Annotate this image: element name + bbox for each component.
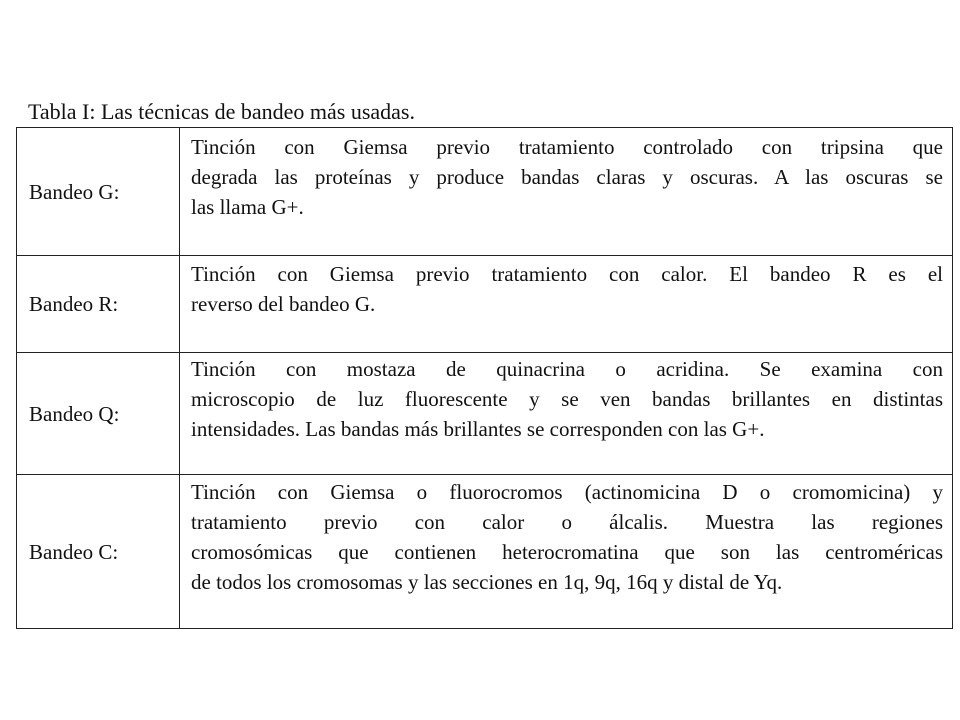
band-description-cell <box>180 256 953 353</box>
description-line: degrada las proteínas y produce bandas claras y oscuras. A las oscuras se <box>191 165 943 189</box>
description-line: de todos los cromosomas y las secciones en 1q, 9q, 16q y distal de Yq. <box>191 570 783 594</box>
table-caption: Tabla I: Las técnicas de bandeo más usadas. <box>28 99 415 124</box>
band-description-cell <box>180 353 953 475</box>
band-name-cell: Bandeo G: <box>17 128 180 256</box>
description-line: las llama G+. <box>191 195 304 219</box>
table-row-bandeo-g <box>17 128 953 256</box>
band-description-cell <box>180 128 953 256</box>
description-line: cromosómicas que contienen heterocromatina que son las centroméricas <box>191 540 943 564</box>
band-name-cell: Bandeo R: <box>17 256 180 353</box>
table-row-bandeo-r <box>17 256 953 353</box>
band-name-cell: Bandeo Q: <box>17 353 180 475</box>
description-line: reverso del bandeo G. <box>191 292 376 316</box>
description-line: tratamiento previo con calor o álcalis. Muestra las regiones <box>191 510 943 534</box>
description-line: Tinción con mostaza de quinacrina o acridina. Se examina con <box>191 357 943 381</box>
band-description-cell <box>180 475 953 629</box>
description-line: microscopio de luz fluorescente y se ven bandas brillantes en distintas <box>191 387 943 411</box>
description-line: Tinción con Giemsa previo tratamiento controlado con tripsina que <box>191 135 943 159</box>
description-line: Tinción con Giemsa o fluorocromos (actinomicina D o cromomicina) y <box>191 480 943 504</box>
description-line: Tinción con Giemsa previo tratamiento con calor. El bandeo R es el <box>191 262 943 286</box>
table-row-bandeo-q <box>17 353 953 475</box>
banding-techniques-table <box>16 127 953 629</box>
band-name-cell: Bandeo C: <box>17 475 180 629</box>
description-line: intensidades. Las bandas más brillantes se corresponden con las G+. <box>191 417 765 441</box>
table-row-bandeo-c <box>17 475 953 629</box>
